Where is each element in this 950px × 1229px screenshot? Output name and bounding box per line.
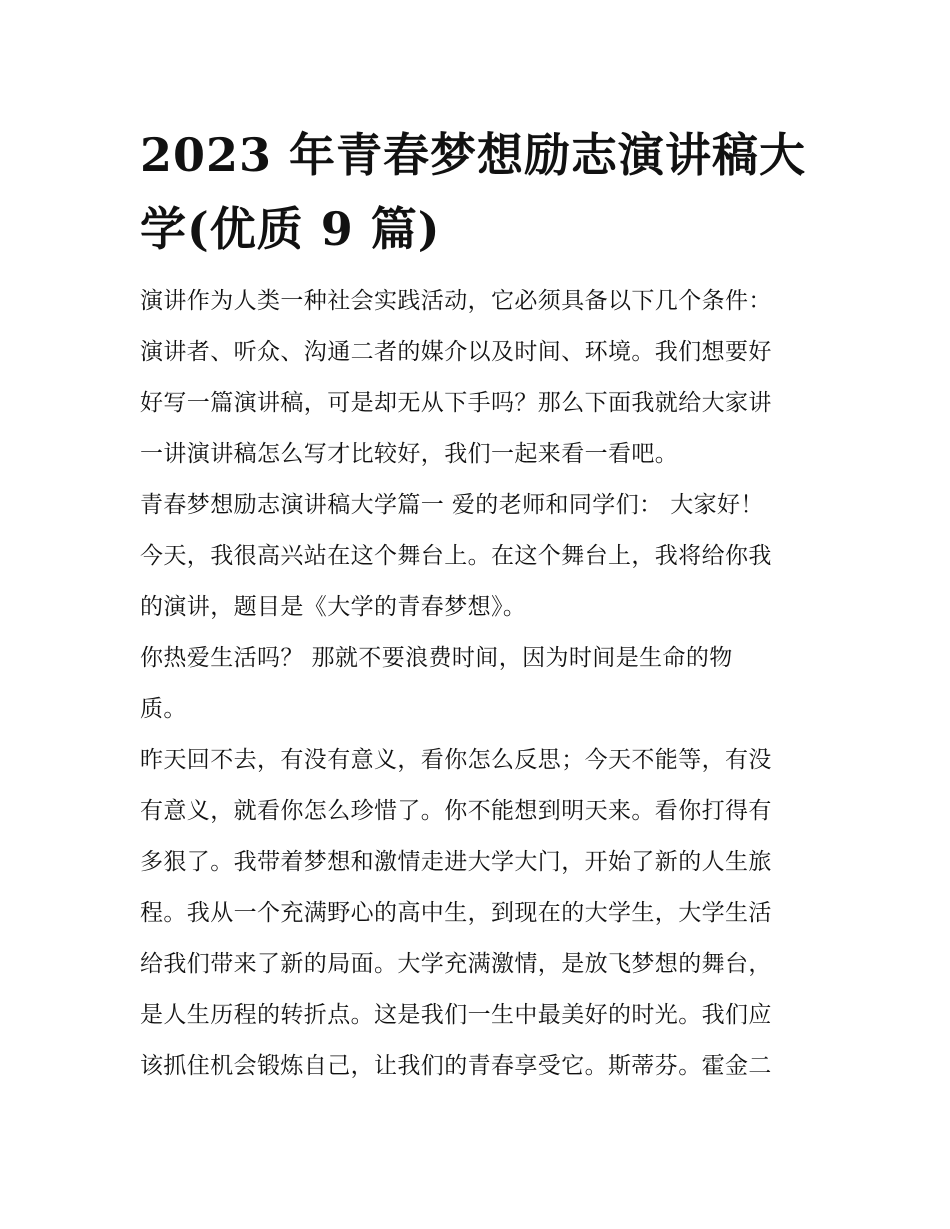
- title-line-1: 2023 年青春梦想励志演讲稿大: [140, 128, 807, 182]
- body-line: 一讲演讲稿怎么写才比较好，我们一起来看一看吧。: [140, 441, 679, 467]
- body-line: 演讲者、听众、沟通二者的媒介以及时间、环境。我们想要好: [140, 339, 772, 365]
- body-line: 的演讲，题目是《大学的青春梦想》。: [140, 594, 527, 620]
- document-body: [140, 276, 820, 1092]
- body-line: 给我们带来了新的局面。大学充满激情，是放飞梦想的舞台，: [140, 951, 772, 977]
- body-line: 青春梦想励志演讲稿大学篇一 爱的老师和同学们： 大家好！: [140, 492, 764, 518]
- body-line: 有意义，就看你怎么珍惜了。你不能想到明天来。看你打得有: [140, 798, 772, 824]
- body-line: 你热爱生活吗？ 那就不要浪费时间，因为时间是生命的物: [140, 645, 733, 671]
- body-line: 今天，我很高兴站在这个舞台上。在这个舞台上，我将给你我: [140, 543, 772, 569]
- body-line: 该抓住机会锻炼自己，让我们的青春享受它。斯蒂芬。霍金二: [140, 1053, 772, 1079]
- document-title: [140, 118, 820, 266]
- body-line: 演讲作为人类一种社会实践活动，它必须具备以下几个条件：: [140, 288, 772, 314]
- body-line: 好写一篇演讲稿，可是却无从下手吗？那么下面我就给大家讲: [140, 390, 772, 416]
- body-line: 程。我从一个充满野心的高中生，到现在的大学生，大学生活: [140, 900, 772, 926]
- body-line: 多狠了。我带着梦想和激情走进大学大门，开始了新的人生旅: [140, 849, 772, 875]
- body-line: 是人生历程的转折点。这是我们一生中最美好的时光。我们应: [140, 1002, 772, 1028]
- title-line-2: 学(优质 9 篇): [140, 202, 441, 256]
- body-line: 质。: [140, 696, 187, 722]
- body-line: 昨天回不去，有没有意义，看你怎么反思；今天不能等，有没: [140, 747, 772, 773]
